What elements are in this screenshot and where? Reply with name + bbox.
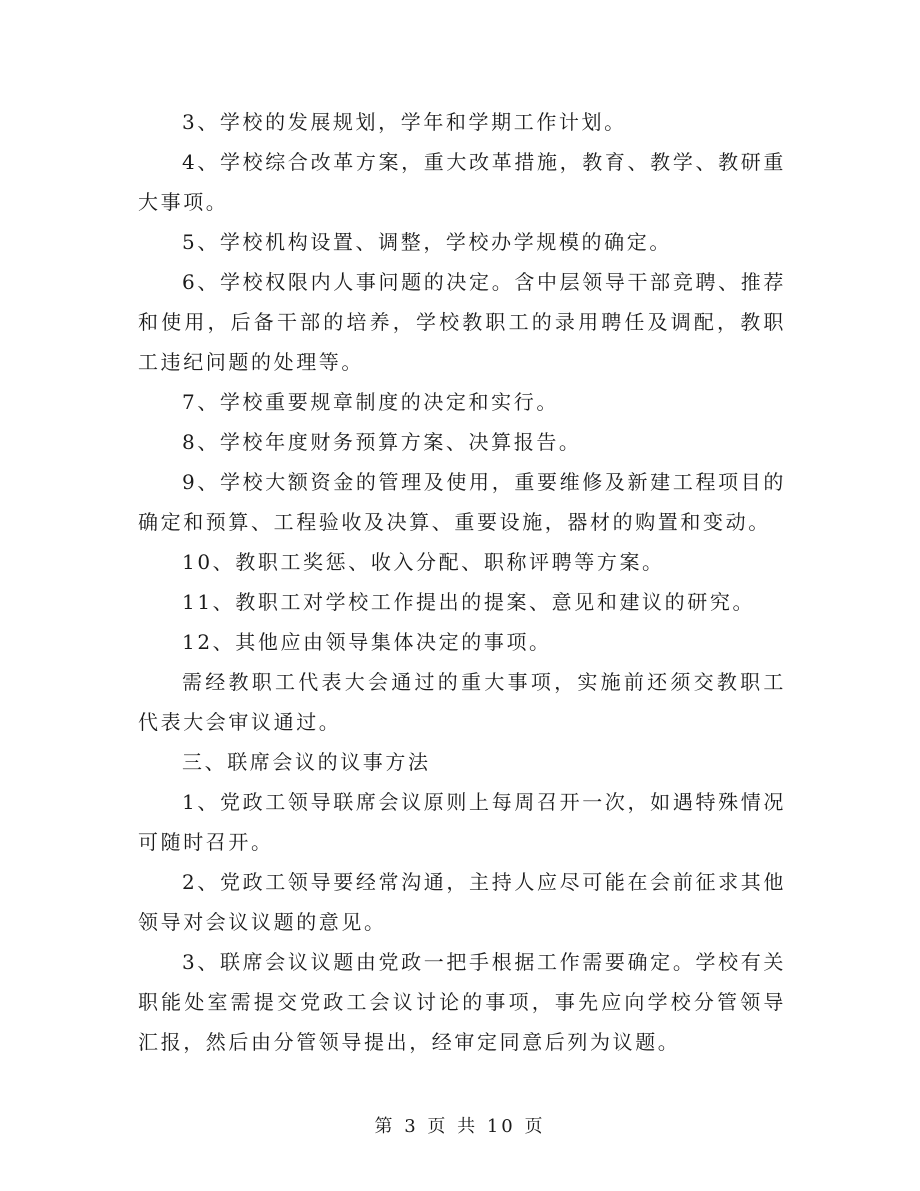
paragraph-item-3: 3、学校的发展规划，学年和学期工作计划。 — [182, 110, 627, 134]
paragraph-item-10: 10、教职工奖惩、收入分配、职称评聘等方案。 — [182, 550, 665, 574]
paragraph-item-9: 9、学校大额资金的管理及使用，重要维修及新建工程项目的确定和预算、工程验收及决算、重要设施，器材的购置和变动。 — [138, 470, 786, 534]
paragraph-item-7: 7、学校重要规章制度的决定和实行。 — [182, 390, 559, 414]
page-number-footer: 第 3 页 共 10 页 — [374, 1116, 546, 1137]
paragraph-item-8: 8、学校年度财务预算方案、决算报告。 — [182, 430, 582, 454]
paragraph-method-2: 2、党政工领导要经常沟通，主持人应尽可能在会前征求其他领导对会议议题的意见。 — [138, 870, 786, 934]
paragraph-method-1: 1、党政工领导联席会议原则上每周召开一次，如遇特殊情况可随时召开。 — [138, 790, 786, 854]
paragraph-congress-note: 需经教职工代表大会通过的重大事项，实施前还须交教职工代表大会审议通过。 — [138, 670, 786, 734]
paragraph-item-4: 4、学校综合改革方案，重大改革措施，教育、教学、教研重大事项。 — [138, 150, 786, 214]
paragraph-item-5: 5、学校机构设置、调整，学校办学规模的确定。 — [182, 230, 672, 254]
paragraph-item-11: 11、教职工对学校工作提出的提案、意见和建议的研究。 — [182, 590, 756, 614]
document-body — [138, 102, 786, 1062]
paragraph-item-6: 6、学校权限内人事问题的决定。含中层领导干部竞聘、推荐和使用，后备干部的培养，学校教职工的录用聘任及调配，教职工违纪问题的处理等。 — [138, 270, 786, 374]
paragraph-method-3: 3、联席会议议题由党政一把手根据工作需要确定。学校有关职能处室需提交党政工会议讨论的事项，事先应向学校分管领导汇报，然后由分管领导提出，经审定同意后列为议题。 — [138, 950, 786, 1054]
section-heading-3: 三、联席会议的议事方法 — [182, 750, 431, 774]
paragraph-item-12: 12、其他应由领导集体决定的事项。 — [182, 630, 552, 654]
